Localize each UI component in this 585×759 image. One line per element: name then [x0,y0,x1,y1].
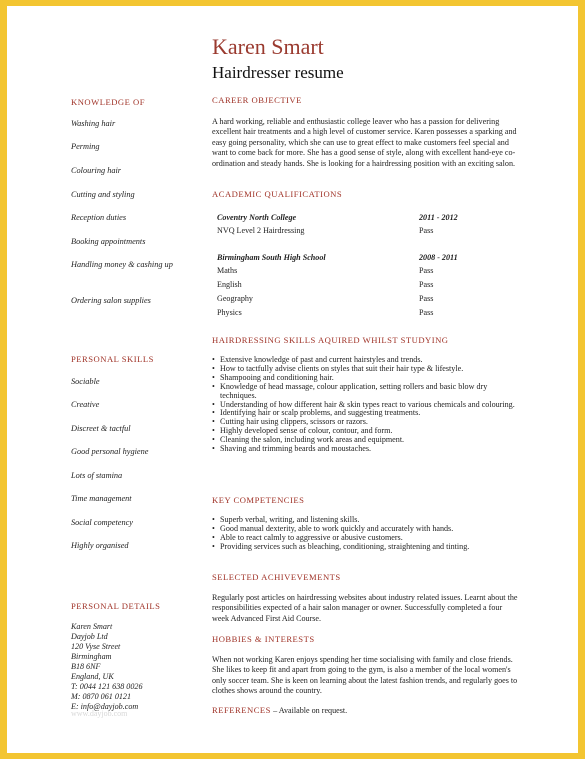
list-item: • Able to react calmly to aggressive or abusive customers. [212,534,522,543]
result: Pass [419,266,434,275]
list-item: • Cutting hair using clippers, scissors or razors. [212,418,522,427]
hairdressing-skills-heading: HAIRDRESSING SKILLS AQUIRED WHILST STUDYING [212,335,449,345]
detail-mobile: M: 0870 061 0121 [71,692,132,701]
skill-item: Discreet & tactful [71,424,131,433]
result: Pass [419,294,434,303]
list-item: • Identifying hair or scalp problems, and suggesting treatments. [212,409,522,418]
watermark: www.dayjob.com [71,709,128,718]
school-years: 2008 - 2011 [419,253,458,262]
personal-skills-heading: PERSONAL SKILLS [71,354,154,364]
list-item: • Good manual dexterity, able to work quickly and accurately with hands. [212,525,522,534]
result: Pass [419,308,434,317]
detail-country: England, UK [71,672,114,681]
list-item: • Knowledge of head massage, colour application, setting rollers and basic blow dry techniques. [212,383,522,401]
key-competencies-heading: KEY COMPETENCIES [212,495,305,505]
knowledge-heading: KNOWLEDGE OF [71,97,146,107]
list-item: • Extensive knowledge of past and current hairstyles and trends. [212,356,522,365]
subject: NVQ Level 2 Hairdressing [217,226,305,235]
result: Pass [419,280,434,289]
hairdressing-skills-list [212,356,522,454]
skill-item: Lots of stamina [71,471,123,480]
list-item: • Cleaning the salon, including work areas and equipment. [212,436,522,445]
references-line [212,705,347,715]
list-item: • Superb verbal, writing, and listening skills. [212,516,522,525]
skill-item: Good personal hygiene [71,447,149,456]
list-item: • Understanding of how different hair & skin types react to various chemicals and colouring. [212,401,522,410]
resume-page [7,6,578,753]
knowledge-item: Handling money & cashing up [71,260,173,269]
detail-city: Birmingham [71,652,112,661]
hobbies-text: When not working Karen enjoys spending her time socialising with family and close friends. She likes to keep fit and apart from going to the gym, is also a member of the local women's only soccer team. She is keen on learning about the latest fashion trends, and regularly goes to clothes shows around the country. [212,655,518,696]
resume-title: Hairdresser resume [212,63,344,82]
skill-item: Creative [71,400,100,409]
detail-postcode: B18 6NF [71,662,101,671]
skill-item: Sociable [71,377,100,386]
career-objective-heading: CAREER OBJECTIVE [212,95,302,105]
references-heading: REFERENCES [212,705,271,715]
hobbies-heading: HOBBIES & INTERESTS [212,634,315,644]
knowledge-item: Washing hair [71,119,116,128]
career-objective-text: A hard working, reliable and enthusiastic college leaver who has a passion for delivering excellent hair treatments and a high level of customer service. Karen possesses a sparking and easy going personality, which she can use to great effect to make customers feel special and want to come back for more. She has a good sense of style, along with excellent hand-eye co-ordination and steady hands. She is looking for a hairdressing position with an exciting salon. [212,117,517,168]
detail-name: Karen Smart [71,622,113,631]
knowledge-item: Reception duties [71,213,127,222]
detail-street: 120 Vyse Street [71,642,121,651]
list-item: • How to tactfully advise clients on styles that suit their hair type & lifestyle. [212,365,522,374]
key-competencies-list [212,516,522,552]
personal-details-heading: PERSONAL DETAILS [71,601,161,611]
resume-name: Karen Smart [212,34,324,59]
references-text: – Available on request. [273,706,348,715]
detail-email: E: info@dayjob.com [71,702,139,711]
subject: Maths [217,266,238,275]
list-item: • Highly developed sense of colour, contour, and form. [212,427,522,436]
school-years: 2011 - 2012 [419,213,458,222]
subject: Geography [217,294,253,303]
detail-telephone: T: 0044 121 638 0026 [71,682,143,691]
result: Pass [419,226,434,235]
school-name: Coventry North College [217,213,297,222]
achievements-text: Regularly post articles on hairdressing websites about industry related issues. Learnt about the responsibilities expected of a hair salon manager or owner. Successfully completed a four week Advanced First Aid Course. [212,593,518,623]
knowledge-item: Ordering salon supplies [71,296,151,305]
school-name: Birmingham South High School [217,253,326,262]
subject: Physics [217,308,242,317]
academic-heading: ACADEMIC QUALIFICATIONS [212,189,343,199]
achievements-heading: SELECTED ACHIVEVEMENTS [212,572,341,582]
list-item: • Shaving and trimming beards and moustaches. [212,445,522,454]
list-item: • Shampooing and conditioning hair. [212,374,522,383]
detail-company: Dayjob Ltd [71,632,108,641]
list-item: • Providing services such as bleaching, conditioning, straightening and tinting. [212,543,522,552]
subject: English [217,280,242,289]
knowledge-item: Colouring hair [71,166,122,175]
knowledge-item: Booking appointments [71,237,146,246]
skill-item: Highly organised [71,541,129,550]
skill-item: Social competency [71,518,133,527]
knowledge-item: Cutting and styling [71,190,135,199]
skill-item: Time management [71,494,132,503]
knowledge-item: Perming [71,142,100,151]
